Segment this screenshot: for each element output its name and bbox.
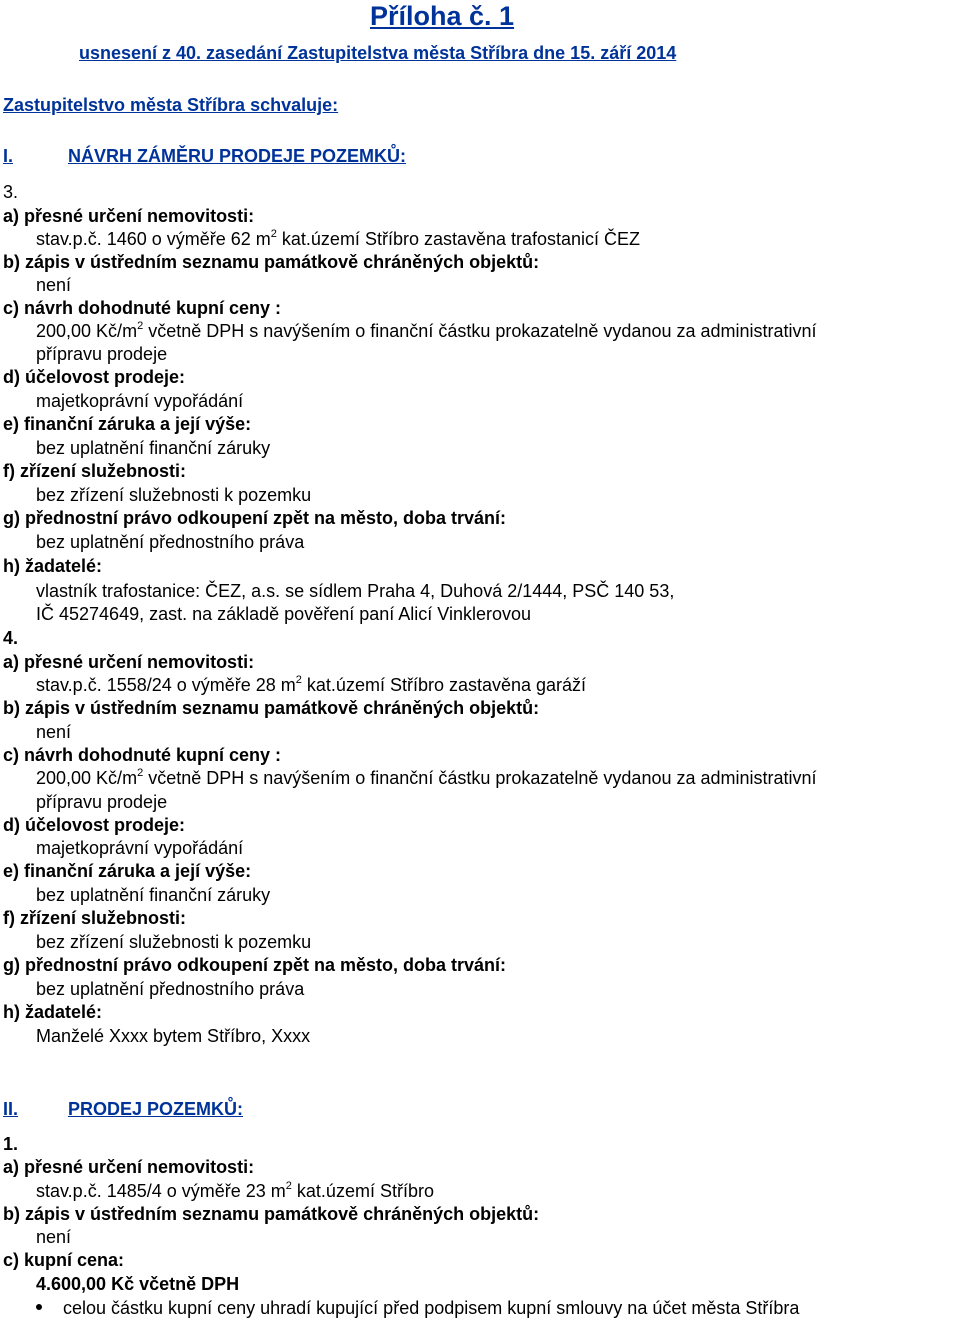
item-3-h-value: vlastník trafostanice: ČEZ, a.s. se sídlem Praha 4, Duhová 2/1444, PSČ 140 53, <box>36 581 675 601</box>
item-1-c-value: 4.600,00 Kč včetně DPH <box>36 1274 240 1294</box>
item-4-b-label: b) zápis v ústředním seznamu památkově chráněných objektů: <box>3 698 540 718</box>
item-4-c-label: c) návrh dohodnuté kupní ceny : <box>3 745 282 765</box>
item-4-number: 4. <box>3 628 19 648</box>
item-3-g-label: g) přednostní právo odkoupení zpět na město, doba trvání: <box>3 508 507 528</box>
item-1-c-label: c) kupní cena: <box>3 1250 125 1270</box>
item-3-b-label: b) zápis v ústředním seznamu památkově chráněných objektů: <box>3 252 540 272</box>
item-4-d-value: majetkoprávní vypořádání <box>36 838 244 858</box>
section-one-number: I. <box>3 146 14 166</box>
item-1-b-value: není <box>36 1227 72 1247</box>
item-4-e-label: e) finanční záruka a její výše: <box>3 861 252 881</box>
item-4-c-value: 200,00 $Kč/m^2$ včetně DPH s navýšením o finanční částku prokazatelně vydanou za administrativní <box>36 767 817 788</box>
item-4-c-value-cont: přípravu prodeje <box>36 792 168 812</box>
item-4-d-label: d) účelovost prodeje: <box>3 815 186 835</box>
item-4-g-label: g) přednostní právo odkoupení zpět na město, doba trvání: <box>3 955 507 975</box>
item-3-number: 3. <box>3 182 19 202</box>
section-one-title: NÁVRH ZÁMĚRU PRODEJE POZEMKŮ: <box>68 146 407 166</box>
section-two-title: PRODEJ POZEMKŮ: <box>68 1099 244 1119</box>
item-4-e-value: bez uplatnění finanční záruky <box>36 885 271 905</box>
item-1-a-label: a) přesné určení nemovitosti: <box>3 1157 255 1177</box>
item-3-f-value: bez zřízení služebnosti k pozemku <box>36 485 312 505</box>
item-3-b-value: není <box>36 275 72 295</box>
resolution-subtitle: usnesení z 40. zasedání Zastupitelstva města Stříbra dne 15. září 2014 <box>79 43 677 63</box>
item-4-a-label: a) přesné určení nemovitosti: <box>3 652 255 672</box>
approves-heading: Zastupitelstvo města Stříbra schvaluje: <box>3 95 339 115</box>
section-two-number: II. <box>3 1099 19 1119</box>
item-4-h-value: Manželé Xxxx bytem Stříbro, Xxxx <box>36 1026 311 1046</box>
item-3-d-label: d) účelovost prodeje: <box>3 367 186 387</box>
item-3-g-value: bez uplatnění přednostního práva <box>36 532 305 552</box>
item-3-d-value: majetkoprávní vypořádání <box>36 391 244 411</box>
item-4-f-value: bez zřízení služebnosti k pozemku <box>36 932 312 952</box>
item-4-b-value: není <box>36 722 72 742</box>
item-3-h-label: h) žadatelé: <box>3 556 103 576</box>
item-3-e-value: bez uplatnění finanční záruky <box>36 438 271 458</box>
item-3-h-value-cont: IČ 45274649, zast. na základě pověření paní Alicí Vinklerovou <box>36 604 531 624</box>
item-3-e-label: e) finanční záruka a její výše: <box>3 414 252 434</box>
bullet-icon <box>36 1304 42 1310</box>
item-4-g-value: bez uplatnění přednostního práva <box>36 979 305 999</box>
page-title: Příloha č. 1 <box>370 1 515 31</box>
item-4-h-label: h) žadatelé: <box>3 1002 103 1022</box>
item-1-b-label: b) zápis v ústředním seznamu památkově chráněných objektů: <box>3 1204 540 1224</box>
item-3-c-label: c) návrh dohodnuté kupní ceny : <box>3 298 282 318</box>
item-3-c-value: 200,00 $Kč/m^2$ včetně DPH s navýšením o finanční částku prokazatelně vydanou za administrativní <box>36 320 817 341</box>
item-3-a-label: a) přesné určení nemovitosti: <box>3 206 255 226</box>
item-1-a-value: stav.p.č. 1485/4 o výměře 23 $m^2$ kat.území Stříbro <box>36 1180 434 1201</box>
item-1-number: 1. <box>3 1134 19 1154</box>
item-3-a-value: stav.p.č. 1460 o výměře 62 $m^2$ kat.území Stříbro zastavěna trafostanicí ČEZ <box>36 228 641 249</box>
item-1-bullet: celou částku kupní ceny uhradí kupující před podpisem kupní smlouvy na účet města Stříbra <box>36 1297 799 1320</box>
item-3-f-label: f) zřízení služebnosti: <box>3 461 187 481</box>
item-3-c-value-cont: přípravu prodeje <box>36 344 168 364</box>
item-4-f-label: f) zřízení služebnosti: <box>3 908 187 928</box>
item-4-a-value: stav.p.č. 1558/24 o výměře 28 $m^2$ kat.území Stříbro zastavěna garáží <box>36 674 587 695</box>
